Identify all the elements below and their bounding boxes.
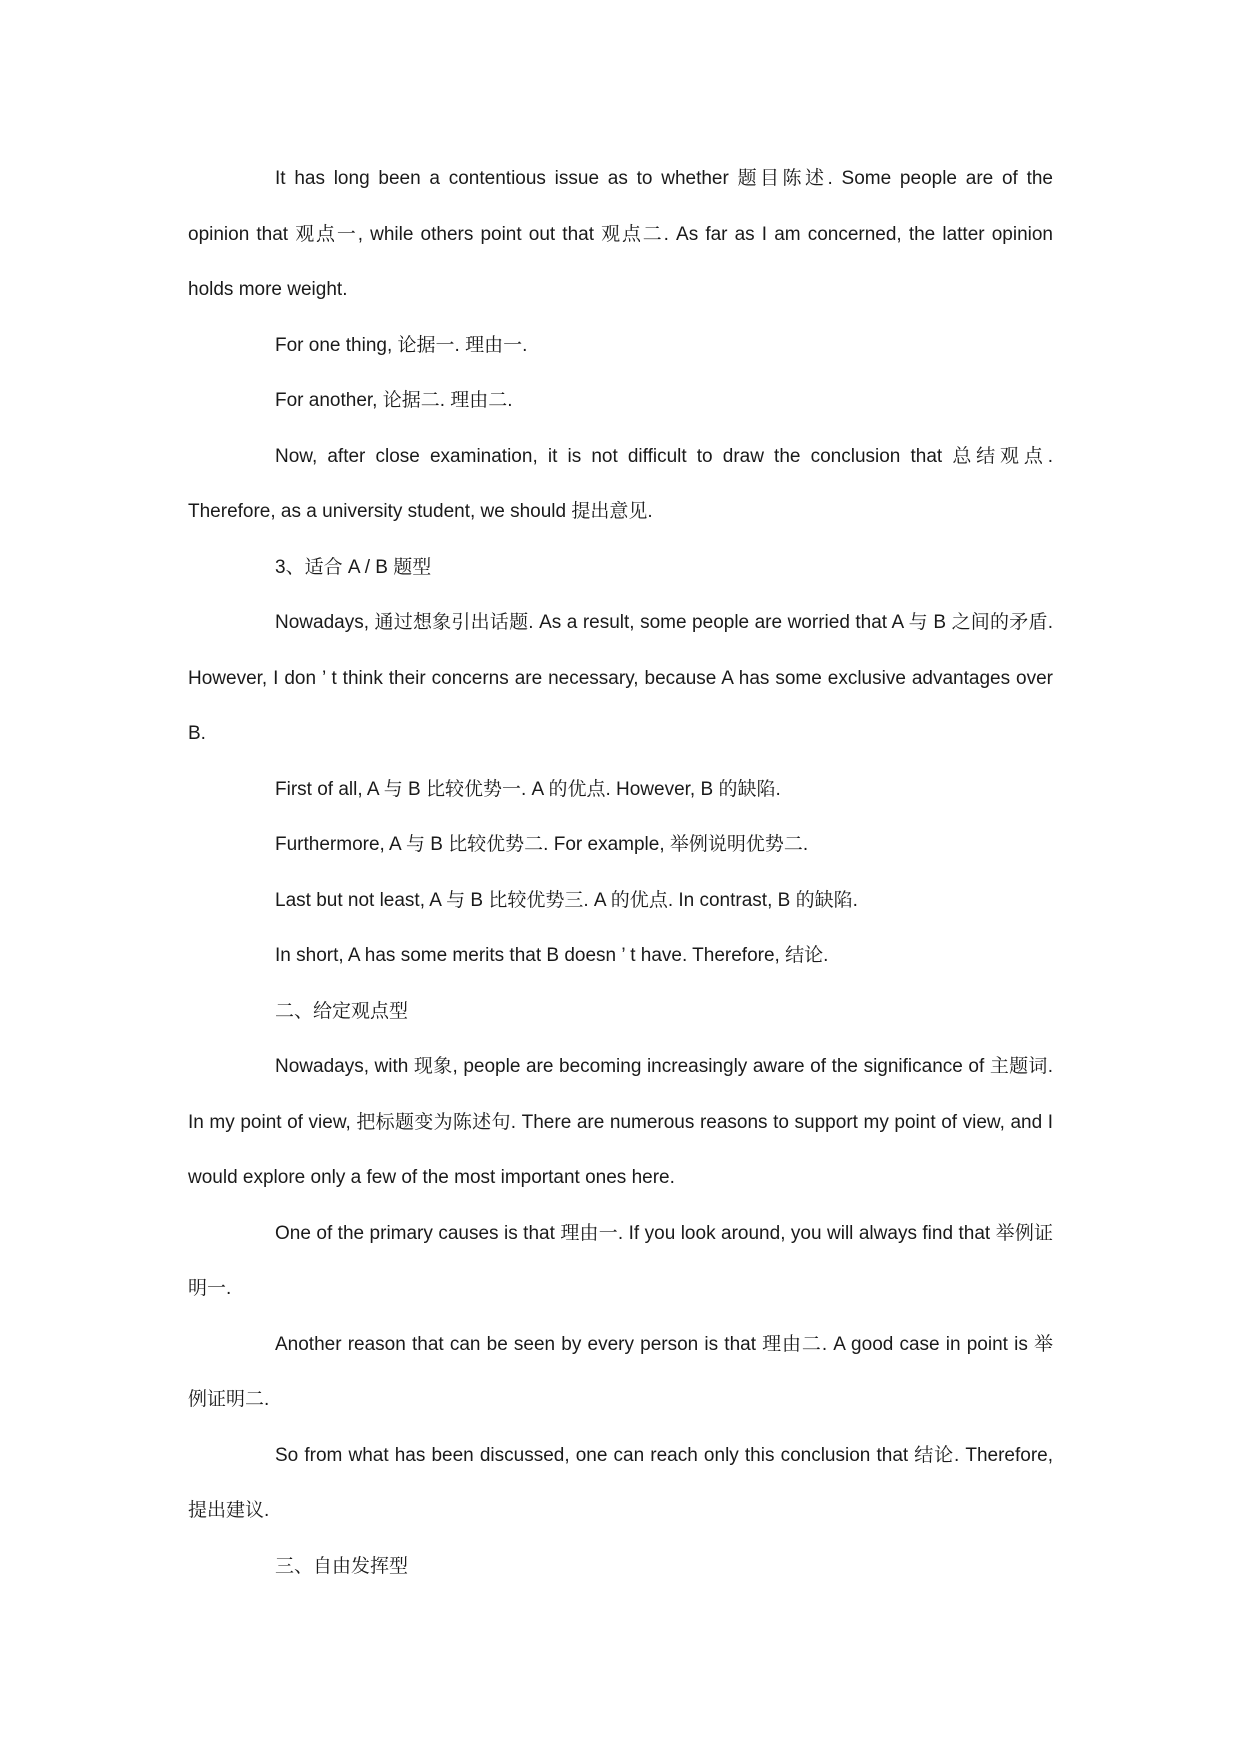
section-heading-ab-type: 3、适合 A / B 题型: [275, 556, 432, 578]
section-heading-free-style: 三、自由发挥型: [275, 1555, 409, 1577]
paragraph-ab-furthermore: Furthermore, A 与 B 比较优势二. For example, 举例说明优势二.: [275, 834, 809, 855]
section-heading-given-viewpoint: 二、给定观点型: [275, 1000, 409, 1022]
paragraph-intro: It has long been a contentious issue as to whether 题目陈述. Some people are of the opinion that 观点一, while others point out that 观点二. As far as I am concerned, the latter opinion holds more weight.: [188, 168, 1053, 300]
paragraph-conclusion: Now, after close examination, it is not difficult to draw the conclusion that 总结观点. Therefore, as a university student, we should 提出意见.: [188, 445, 1053, 522]
paragraph-given-cause-one: One of the primary causes is that 理由一. If you look around, you will always find that 举例证明一.: [188, 1222, 1053, 1299]
paragraph-ab-short: In short, A has some merits that B doesn ’ t have. Therefore, 结论.: [275, 945, 829, 966]
paragraph-given-intro: Nowadays, with 现象, people are becoming increasingly aware of the significance of 主题词. In my point of view, 把标题变为陈述句. There are numerous reasons to support my point of view, and I would explore only a few of the most important ones here.: [188, 1056, 1053, 1188]
paragraph-given-conclusion: So from what has been discussed, one can reach only this conclusion that 结论. Therefore, 提出建议.: [188, 1444, 1053, 1521]
paragraph-ab-last: Last but not least, A 与 B 比较优势三. A 的优点. In contrast, B 的缺陷.: [275, 889, 858, 911]
paragraph-reason-two: For another, 论据二. 理由二.: [275, 390, 513, 411]
paragraph-given-cause-two: Another reason that can be seen by every person is that 理由二. A good case in point is 举例证明二.: [188, 1333, 1053, 1410]
paragraph-ab-intro: Nowadays, 通过想象引出话题. As a result, some people are worried that A 与 B 之间的矛盾. However, I don ’ t think their concerns are necessary, because A has some exclusive advantages over B.: [188, 612, 1053, 744]
document-body: [188, 151, 1053, 1594]
paragraph-ab-first: First of all, A 与 B 比较优势一. A 的优点. However, B 的缺陷.: [275, 778, 781, 800]
paragraph-reason-one: For one thing, 论据一. 理由一.: [275, 334, 528, 356]
